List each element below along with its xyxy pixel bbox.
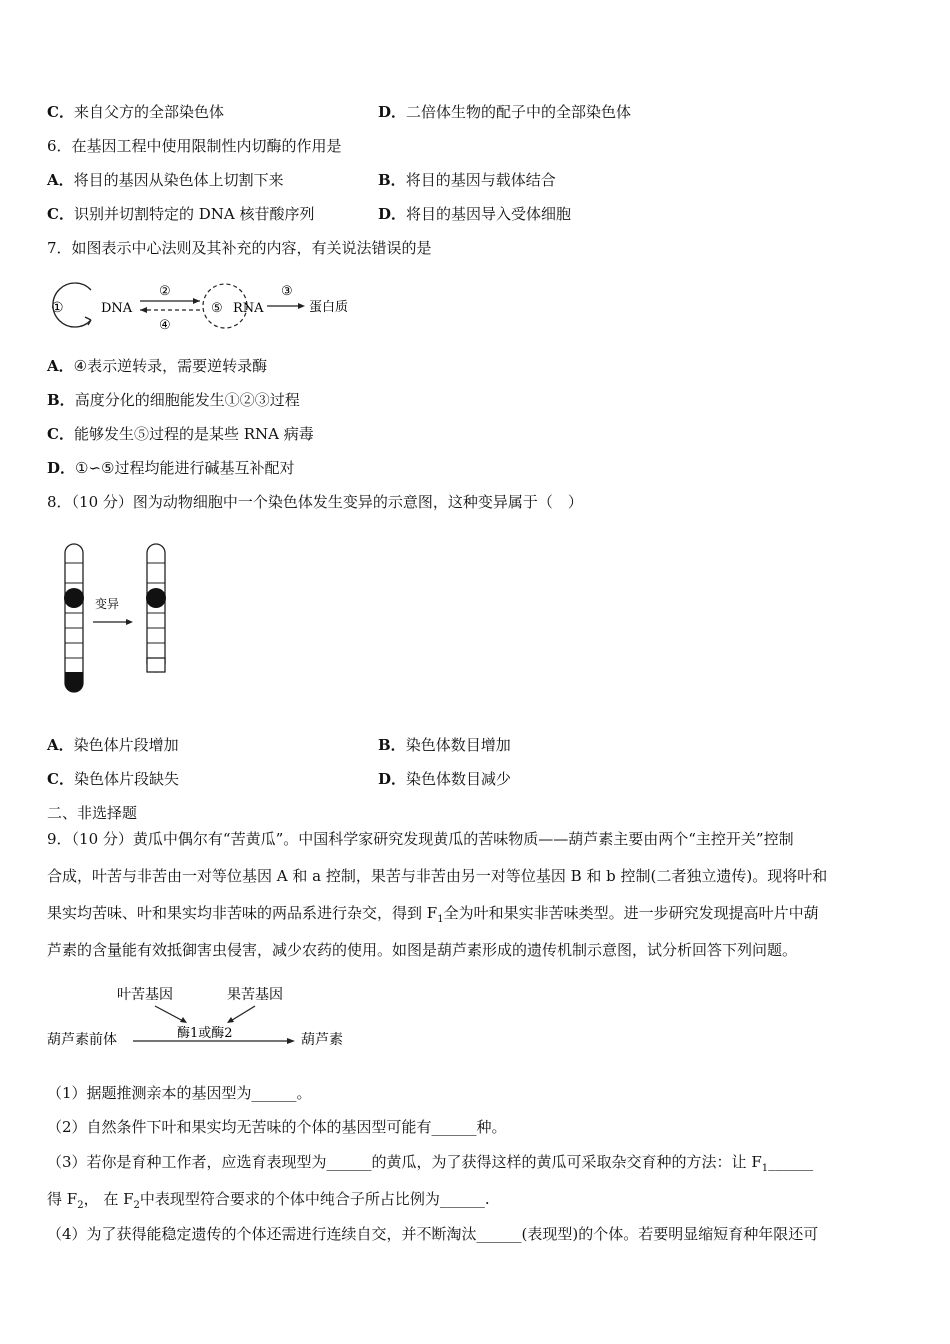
label-rna: RNA [233, 301, 264, 316]
q9-sub-3-line-1: （3）若你是育种工作者，应选育表现型为______的黄瓜，为了获得这样的黄瓜可采取杂交育种的方法：让 $F_1\_\_\_\_\_\_$ [47, 1153, 814, 1174]
product-label: 葫芦素 [301, 1032, 343, 1048]
q6-option-a: A．将目的基因从染色体上切割下来 [47, 171, 284, 189]
q8-option-c: C．染色体片段缺失 [47, 770, 179, 788]
label-dna: DNA [101, 301, 133, 316]
q7-option-b: B．高度分化的细胞能发生①②③过程 [47, 391, 300, 409]
label-4: ④ [159, 318, 171, 333]
cucurbitacin-mechanism-diagram [45, 982, 365, 1052]
q7-stem: 7．如图表示中心法则及其补充的内容，有关说法错误的是 [47, 239, 432, 257]
precursor-label: 葫芦素前体 [47, 1032, 117, 1048]
q6-option-c: C．识别并切割特定的 DNA 核苷酸序列 [47, 205, 315, 223]
centromere-left [64, 588, 84, 608]
q9-line-1: 9．（10 分）黄瓜中偶尔有“苦黄瓜”。中国科学家研究发现黄瓜的苦味物质——葫芦素主要由两个“主控开关”控制 [47, 830, 794, 848]
q9-sub-4: （4）为了获得能稳定遗传的个体还需进行连续自交，并不断淘汰______(表现型)的个体。若要明显缩短育种年限还可 [47, 1225, 819, 1243]
q9-sub-1: （1）据题推测亲本的基因型为______。 [47, 1084, 312, 1102]
fruit-gene-label: 果苦基因 [227, 987, 283, 1003]
enzyme-label: 酶1或酶2 [177, 1026, 233, 1041]
central-dogma-diagram [45, 275, 365, 335]
label-5: ⑤ [211, 301, 223, 316]
q9-line-4: 芦素的含量能有效抵御害虫侵害，减少农药的使用。如图是葫芦素形成的遗传机制示意图，试分析回答下列问题。 [47, 941, 798, 959]
q7-option-d: D．①∽⑤过程均能进行碱基互补配对 [47, 459, 295, 477]
q6-stem: 6．在基因工程中使用限制性内切酶的作用是 [47, 137, 342, 155]
label-2: ② [159, 284, 171, 299]
q8-stem: 8．（10 分）图为动物细胞中一个染色体发生变异的示意图，这种变异属于（ ） [47, 493, 583, 511]
variation-label: 变异 [95, 597, 120, 611]
q9-line-3: 果实均苦味、叶和果实均非苦味的两品系进行杂交，得到 $F_1$全为叶和果实非苦味类型。进一步研究发现提高叶片中葫 [47, 904, 819, 925]
q5-option-c: C．来自父方的全部染色体 [47, 103, 224, 121]
q7-option-c: C．能够发生⑤过程的是某些 RNA 病毒 [47, 425, 314, 443]
q7-option-a: A．④表示逆转录，需要逆转录酶 [47, 357, 268, 375]
q9-sub-2: （2）自然条件下叶和果实均无苦味的个体的基因型可能有______种。 [47, 1118, 507, 1136]
q8-option-b: B．染色体数目增加 [378, 736, 511, 754]
leaf-gene-label: 叶苦基因 [117, 987, 173, 1003]
q9-sub-3-line-2: 得 $F_2$， 在 $F_2$中表现型符合要求的个体中纯合子所占比例为______. [47, 1190, 490, 1211]
label-protein: 蛋白质 [309, 300, 349, 315]
chromosome-variation-diagram [55, 540, 185, 695]
q8-option-d: D．染色体数目减少 [378, 770, 512, 788]
q9-line-2: 合成，叶苦与非苦由一对等位基因 A 和 a 控制，果苦与非苦由另一对等位基因 B 和 b 控制(二者独立遗传)。现将叶和 [47, 867, 828, 885]
q5-option-d: D．二倍体生物的配子中的全部染色体 [378, 103, 632, 121]
q8-option-a: A．染色体片段增加 [47, 736, 179, 754]
q6-option-d: D．将目的基因导入受体细胞 [378, 205, 572, 223]
centromere-right [146, 588, 166, 608]
label-3: ③ [281, 284, 293, 299]
section-title: 二、非选择题 [47, 804, 138, 822]
q6-option-b: B．将目的基因与载体结合 [378, 171, 556, 189]
label-1: ① [51, 300, 64, 316]
